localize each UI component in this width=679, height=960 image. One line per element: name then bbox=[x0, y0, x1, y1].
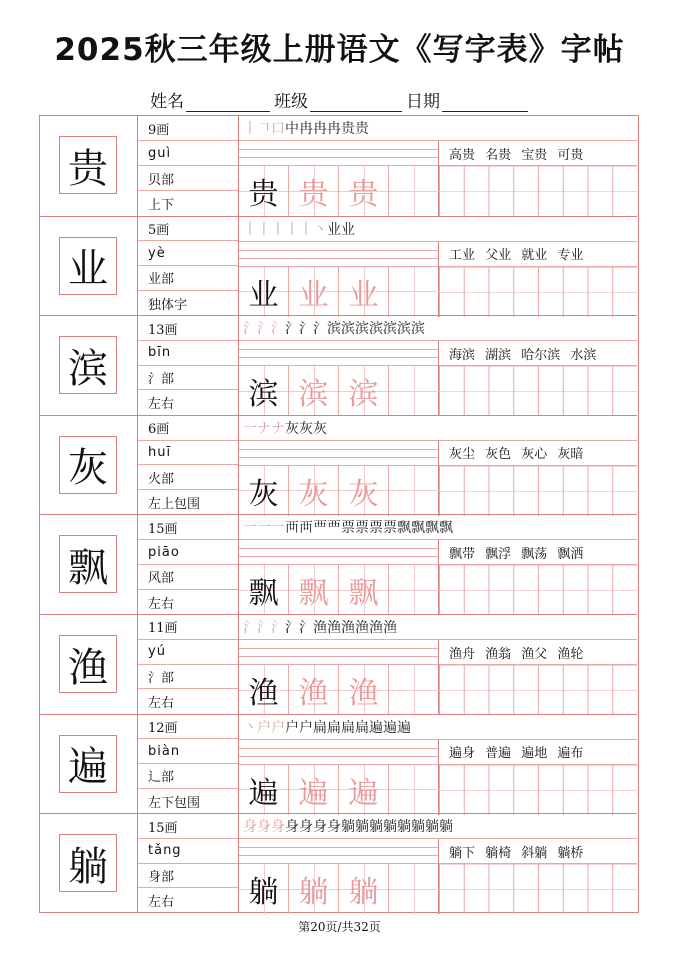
stroke-step: 躺 bbox=[411, 819, 425, 836]
model-character: 滨 bbox=[239, 366, 289, 416]
stroke-step: 躺 bbox=[397, 819, 411, 836]
stroke-step: 渔 bbox=[383, 620, 397, 636]
page-number: 第20页/共32页 bbox=[298, 920, 381, 934]
name-blank[interactable] bbox=[186, 93, 270, 112]
big-character: 业 bbox=[59, 237, 117, 295]
pinyin-writing-band[interactable] bbox=[239, 441, 438, 466]
structure: 左右 bbox=[148, 596, 175, 612]
pinyin: piāo bbox=[138, 540, 238, 565]
practice-area bbox=[239, 640, 439, 715]
stroke-step: 氵 bbox=[257, 620, 271, 636]
example-words: 海滨 湖滨 哈尔滨 水滨 bbox=[439, 341, 637, 366]
trace-character[interactable]: 灰 bbox=[289, 466, 339, 516]
blank-practice-cell[interactable] bbox=[389, 466, 439, 516]
stroke-step: 户 bbox=[299, 719, 313, 736]
blank-practice-cell[interactable] bbox=[389, 366, 439, 416]
radical: 业部 bbox=[138, 266, 238, 291]
trace-character[interactable]: 渔 bbox=[289, 665, 339, 715]
structure: 左上包围 bbox=[148, 496, 201, 512]
character-info bbox=[138, 416, 239, 515]
stroke-step: 遍 bbox=[369, 719, 383, 736]
big-character-cell bbox=[40, 715, 138, 814]
word-practice-grid[interactable] bbox=[439, 864, 637, 914]
stroke-count: 9画 bbox=[138, 116, 238, 141]
class-label: 班级 bbox=[274, 92, 308, 112]
stroke-step: 襾 bbox=[299, 520, 313, 537]
word-practice-grid[interactable] bbox=[439, 466, 637, 516]
stroke-step: 身 bbox=[271, 819, 285, 836]
stroke-step: 滨 bbox=[397, 321, 411, 338]
stroke-step: 身 bbox=[313, 819, 327, 836]
student-info-line bbox=[150, 88, 532, 112]
name-label: 姓名 bbox=[150, 92, 184, 112]
character-info bbox=[138, 615, 239, 714]
character-info bbox=[138, 515, 239, 614]
stroke-step: 户 bbox=[257, 719, 271, 736]
stroke-step: 业 bbox=[327, 221, 341, 238]
character-row bbox=[40, 514, 637, 614]
trace-character[interactable]: 贵 bbox=[339, 166, 389, 216]
stroke-step: 丨丨 bbox=[257, 221, 285, 238]
example-words: 躺下 躺椅 斜躺 躺桥 bbox=[439, 839, 637, 864]
trace-character[interactable]: 躺 bbox=[289, 864, 339, 914]
stroke-order bbox=[239, 217, 637, 242]
structure: 上下 bbox=[148, 198, 175, 213]
stroke-step: 躺 bbox=[425, 819, 439, 836]
stroke-step: 滨 bbox=[341, 321, 355, 338]
pinyin: huī bbox=[138, 441, 238, 466]
trace-character[interactable]: 躺 bbox=[339, 864, 389, 914]
stroke-step: ナ bbox=[271, 420, 285, 437]
blank-practice-cell[interactable] bbox=[389, 166, 439, 216]
trace-character[interactable]: 飘 bbox=[339, 565, 389, 615]
stroke-step: 中 bbox=[285, 121, 299, 137]
stroke-step: 躺 bbox=[439, 819, 453, 836]
practice-area bbox=[239, 740, 439, 815]
stroke-step: 氵 bbox=[257, 321, 271, 338]
stroke-step: 滨 bbox=[411, 321, 425, 338]
stroke-step: 𠃍 bbox=[257, 121, 271, 137]
big-character-cell bbox=[40, 615, 138, 714]
character-info bbox=[138, 116, 239, 216]
stroke-step: 滨 bbox=[369, 321, 383, 338]
big-character-cell bbox=[40, 515, 138, 614]
character-info bbox=[138, 814, 239, 913]
word-practice-grid[interactable] bbox=[439, 665, 637, 715]
stroke-step: 氵 bbox=[299, 321, 313, 338]
stroke-order bbox=[239, 316, 637, 341]
stroke-step: 滨 bbox=[355, 321, 369, 338]
big-character: 滨 bbox=[59, 336, 117, 394]
model-character: 灰 bbox=[239, 466, 289, 516]
stroke-step: 业 bbox=[341, 221, 355, 238]
model-character: 躺 bbox=[239, 864, 289, 914]
class-blank[interactable] bbox=[310, 93, 402, 112]
pinyin-writing-band[interactable] bbox=[239, 839, 438, 864]
blank-practice-cell[interactable] bbox=[389, 665, 439, 715]
stroke-step: 飘 bbox=[425, 520, 439, 537]
stroke-step: 覀 bbox=[327, 520, 341, 537]
big-character-cell bbox=[40, 116, 138, 216]
radical: 贝部 bbox=[138, 166, 238, 191]
stroke-step: 渔 bbox=[327, 620, 341, 636]
stroke-step: 躺 bbox=[341, 819, 355, 836]
date-label: 日期 bbox=[406, 92, 440, 112]
big-character-cell bbox=[40, 217, 138, 316]
stroke-count: 5画 bbox=[138, 217, 238, 242]
stroke-step: 丨 bbox=[243, 221, 257, 238]
stroke-step: 身 bbox=[327, 819, 341, 836]
stroke-step: 灰 bbox=[313, 420, 327, 437]
stroke-order bbox=[239, 515, 637, 540]
stroke-step: 扁 bbox=[327, 719, 341, 736]
trace-character[interactable]: 灰 bbox=[339, 466, 389, 516]
big-character-cell bbox=[40, 316, 138, 415]
word-practice-grid[interactable] bbox=[439, 166, 637, 216]
character-row bbox=[40, 216, 637, 316]
pinyin-writing-band[interactable] bbox=[239, 141, 438, 166]
stroke-step: 扁 bbox=[341, 719, 355, 736]
trace-character[interactable]: 业 bbox=[289, 267, 339, 317]
stroke-step: 户 bbox=[271, 719, 285, 736]
stroke-step: 票 bbox=[383, 520, 397, 537]
page-title: 2025秋三年级上册语文《写字表》字帖 bbox=[54, 32, 625, 68]
stroke-count: 15画 bbox=[138, 814, 238, 839]
structure: 左右 bbox=[148, 696, 175, 712]
character-info bbox=[138, 715, 239, 814]
stroke-step: 氵 bbox=[285, 620, 299, 636]
practice-area bbox=[239, 839, 439, 914]
stroke-step: 丨丨丶 bbox=[285, 221, 327, 238]
stroke-step: 贵 bbox=[355, 121, 369, 137]
stroke-step: 一 bbox=[243, 420, 257, 437]
blank-practice-cell[interactable] bbox=[389, 565, 439, 615]
stroke-step: 氵 bbox=[271, 321, 285, 338]
example-words: 遍身 普遍 遍地 遍布 bbox=[439, 740, 637, 765]
pinyin-writing-band[interactable] bbox=[239, 640, 438, 665]
pinyin: tǎng bbox=[138, 839, 238, 864]
stroke-step: 躺 bbox=[369, 819, 383, 836]
stroke-step: 扁 bbox=[313, 719, 327, 736]
stroke-step: 襾 bbox=[285, 520, 299, 537]
practice-area bbox=[239, 242, 439, 317]
pinyin: biàn bbox=[138, 739, 238, 764]
character-row bbox=[40, 714, 637, 814]
radical: 辶部 bbox=[138, 764, 238, 789]
practice-area bbox=[239, 540, 439, 615]
character-info bbox=[138, 316, 239, 415]
practice-area bbox=[239, 441, 439, 516]
stroke-step: 躺 bbox=[383, 819, 397, 836]
stroke-step: 身 bbox=[299, 819, 313, 836]
big-character: 飘 bbox=[59, 535, 117, 593]
example-words: 渔舟 渔翁 渔父 渔轮 bbox=[439, 640, 637, 665]
model-character: 贵 bbox=[239, 166, 289, 216]
stroke-step: 扁 bbox=[355, 719, 369, 736]
stroke-step: 飘 bbox=[439, 520, 453, 537]
stroke-step: 冉 bbox=[313, 121, 327, 137]
stroke-order bbox=[239, 615, 637, 640]
trace-character[interactable]: 滨 bbox=[339, 366, 389, 416]
structure: 左下包围 bbox=[148, 795, 201, 811]
stroke-step: 票 bbox=[341, 520, 355, 537]
practice-area bbox=[239, 341, 439, 416]
stroke-step: 一 bbox=[243, 520, 257, 537]
big-character: 灰 bbox=[59, 436, 117, 494]
trace-character[interactable]: 业 bbox=[339, 267, 389, 317]
stroke-order bbox=[239, 814, 637, 839]
stroke-step: 身 bbox=[257, 819, 271, 836]
word-practice-grid[interactable] bbox=[439, 366, 637, 416]
stroke-step: 冉 bbox=[299, 121, 313, 137]
character-info bbox=[138, 217, 239, 316]
character-row bbox=[40, 813, 637, 913]
trace-character[interactable]: 滨 bbox=[289, 366, 339, 416]
stroke-step: 票 bbox=[369, 520, 383, 537]
stroke-step: 灰 bbox=[299, 420, 313, 437]
big-character: 贵 bbox=[59, 136, 117, 194]
big-character: 躺 bbox=[59, 834, 117, 892]
stroke-step: 遍 bbox=[397, 719, 411, 736]
stroke-step: 灰 bbox=[285, 420, 299, 437]
character-row bbox=[40, 415, 637, 515]
stroke-count: 13画 bbox=[138, 316, 238, 341]
stroke-step: 渔 bbox=[369, 620, 383, 636]
stroke-step: 丨 bbox=[243, 121, 257, 137]
practice-table bbox=[39, 115, 639, 913]
example-words: 工业 父业 就业 专业 bbox=[439, 242, 637, 267]
stroke-step: 冉 bbox=[327, 121, 341, 137]
pinyin-writing-band[interactable] bbox=[239, 242, 438, 267]
stroke-step: 滨 bbox=[383, 321, 397, 338]
stroke-step: 渔 bbox=[341, 620, 355, 636]
structure: 左右 bbox=[148, 397, 175, 413]
big-character: 渔 bbox=[59, 635, 117, 693]
stroke-step: 氵 bbox=[271, 620, 285, 636]
stroke-count: 6画 bbox=[138, 416, 238, 441]
stroke-order bbox=[239, 116, 637, 141]
practice-area bbox=[239, 141, 439, 216]
stroke-step: 身 bbox=[285, 819, 299, 836]
radical: 氵部 bbox=[138, 366, 238, 391]
stroke-step: 氵 bbox=[243, 620, 257, 636]
stroke-step: 渔 bbox=[313, 620, 327, 636]
trace-character[interactable]: 遍 bbox=[339, 765, 389, 815]
stroke-step: 身 bbox=[243, 819, 257, 836]
model-character: 渔 bbox=[239, 665, 289, 715]
stroke-step: 氵 bbox=[313, 321, 327, 338]
big-character: 遍 bbox=[59, 735, 117, 793]
stroke-step: 一 bbox=[271, 520, 285, 537]
trace-character[interactable]: 飘 bbox=[289, 565, 339, 615]
stroke-step: 氵 bbox=[299, 620, 313, 636]
pinyin-writing-band[interactable] bbox=[239, 341, 438, 366]
pinyin: guì bbox=[138, 141, 238, 166]
stroke-step: 户 bbox=[285, 719, 299, 736]
pinyin: yú bbox=[138, 640, 238, 665]
pinyin-writing-band[interactable] bbox=[239, 540, 438, 565]
stroke-step: 遍 bbox=[383, 719, 397, 736]
big-character-cell bbox=[40, 814, 138, 913]
blank-practice-cell[interactable] bbox=[389, 267, 439, 317]
structure: 左右 bbox=[148, 895, 175, 911]
big-character-cell bbox=[40, 416, 138, 515]
stroke-step: 躺 bbox=[355, 819, 369, 836]
stroke-order bbox=[239, 715, 637, 740]
trace-character[interactable]: 遍 bbox=[289, 765, 339, 815]
stroke-step: 覀 bbox=[313, 520, 327, 537]
pinyin: bīn bbox=[138, 341, 238, 366]
word-practice-grid[interactable] bbox=[439, 565, 637, 615]
character-row bbox=[40, 315, 637, 415]
pinyin: yè bbox=[138, 241, 238, 266]
word-practice-grid[interactable] bbox=[439, 267, 637, 317]
example-words: 飘带 飘浮 飘荡 飘洒 bbox=[439, 540, 637, 565]
trace-character[interactable]: 贵 bbox=[289, 166, 339, 216]
blank-practice-cell[interactable] bbox=[389, 864, 439, 914]
word-practice-grid[interactable] bbox=[439, 765, 637, 815]
blank-practice-cell[interactable] bbox=[389, 765, 439, 815]
radical: 身部 bbox=[138, 864, 238, 889]
model-character: 飘 bbox=[239, 565, 289, 615]
stroke-step: 滨 bbox=[327, 321, 341, 338]
stroke-step: 一 bbox=[257, 520, 271, 537]
stroke-step: 口 bbox=[271, 121, 285, 137]
radical: 氵部 bbox=[138, 665, 238, 690]
character-row bbox=[40, 614, 637, 714]
radical: 火部 bbox=[138, 465, 238, 490]
stroke-step: 丶 bbox=[243, 719, 257, 736]
stroke-step: ナ bbox=[257, 420, 271, 437]
radical: 风部 bbox=[138, 565, 238, 590]
stroke-order bbox=[239, 416, 637, 441]
stroke-count: 12画 bbox=[138, 715, 238, 740]
example-words: 灰尘 灰色 灰心 灰暗 bbox=[439, 441, 637, 466]
stroke-step: 氵 bbox=[243, 321, 257, 338]
stroke-step: 飘 bbox=[397, 520, 411, 537]
character-row bbox=[40, 116, 637, 216]
stroke-count: 11画 bbox=[138, 615, 238, 640]
stroke-step: 票 bbox=[355, 520, 369, 537]
stroke-count: 15画 bbox=[138, 515, 238, 540]
stroke-step: 渔 bbox=[355, 620, 369, 636]
structure: 独体字 bbox=[148, 297, 188, 313]
trace-character[interactable]: 渔 bbox=[339, 665, 389, 715]
model-character: 业 bbox=[239, 267, 289, 317]
model-character: 遍 bbox=[239, 765, 289, 815]
example-words: 高贵 名贵 宝贵 可贵 bbox=[439, 141, 637, 166]
stroke-step: 氵 bbox=[285, 321, 299, 338]
date-blank[interactable] bbox=[442, 93, 528, 112]
pinyin-writing-band[interactable] bbox=[239, 740, 438, 765]
stroke-step: 贵 bbox=[341, 121, 355, 137]
stroke-step: 飘 bbox=[411, 520, 425, 537]
